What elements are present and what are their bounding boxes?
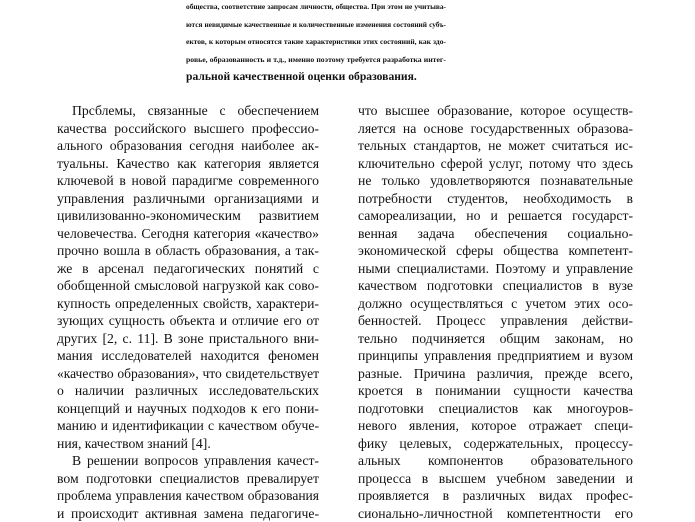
paragraph-line: кроется в понимании сущности качества	[358, 383, 633, 399]
paragraph-line: и происходит активная замена педагогиче-	[57, 505, 319, 521]
paragraph-line: цивилизованно-экономическим развитием	[57, 208, 319, 224]
paragraph-line: управления различными организациями и	[57, 190, 319, 206]
paragraph-line: обобщенной смысловой нагрузкой как сово-	[57, 278, 319, 294]
abstract-block	[186, 0, 446, 86]
paragraph-line: процесса в высшем учебном заведении и	[358, 470, 633, 486]
paragraph-line: что высшее образование, которое осуществ-	[358, 103, 633, 118]
right-column	[358, 102, 633, 522]
paragraph-line: других [2, с. 11]. В зоне пристального вни-	[57, 330, 319, 346]
paragraph-line: тельно подчиняется общим законам, но	[358, 330, 633, 346]
paragraph-line: «качество образования», что свидетельствует	[57, 365, 319, 381]
paragraph-line: проявляется в различных видах профес-	[358, 488, 633, 504]
abstract-line: общества, соответствие запросам личности, общества. При этом не учитыва-	[186, 2, 446, 11]
paragraph-line: принципы управления предприятием и вузом	[358, 348, 633, 364]
paragraph-line: сионально-личностной компетентности его	[358, 505, 633, 521]
paragraph-line: ключевой в новой парадигме современного	[57, 173, 319, 189]
paragraph-line: невого явления, которое отражает специ-	[358, 418, 633, 434]
paragraph-line: манию и идентификации с качеством обуче-	[57, 418, 319, 434]
paragraph-line: качества российского высшего профессио-	[57, 120, 319, 136]
paragraph-line: тельных стандартов, не может считаться ис-	[358, 138, 633, 154]
paragraph-line: ния, качеством знаний [4].	[57, 435, 211, 451]
paragraph-line: человечества. Сегодня категория «качество»	[57, 225, 319, 241]
paragraph-line: самореализации, но и решается государст-	[358, 208, 633, 224]
paragraph-line: ального образования сегодня наиболее ак-	[57, 138, 319, 154]
paragraph-line: Прсблемы, связанные с обеспечением	[72, 103, 319, 118]
paragraph-line: В решении вопросов управления качест-	[72, 453, 319, 469]
paragraph-line: зующих сущность объекта и отличие его от	[57, 313, 319, 329]
paragraph-line: купность определенных свойств, характери-	[57, 295, 319, 311]
paragraph-line: концепций и научных подходов к его пони-	[57, 400, 319, 416]
paragraph-line: ключительно сферой услуг, потому что здесь	[358, 155, 633, 171]
paragraph-line: бенностей. Процесс управления действи-	[358, 313, 633, 329]
paragraph-line: туальны. Качество как категория является	[57, 155, 319, 171]
abstract-line: ральной качественной оценки образования.	[186, 70, 417, 84]
paragraph-line: подготовки специалистов как многоуров-	[358, 400, 633, 416]
left-column	[57, 102, 319, 522]
paragraph-line: качеством подготовки специалистов в вузе	[358, 278, 633, 294]
paragraph-line: должно осуществляться с учетом этих осо-	[358, 295, 633, 311]
paragraph-line: же в арсенал педагогических понятий с	[57, 260, 319, 276]
paragraph-line: фику целевых, содержательных, процессу-	[358, 435, 633, 451]
paragraph-line: не только удовлетворяются познавательные	[358, 173, 633, 189]
paragraph-line: прочно вошла в область образования, а так-	[57, 243, 319, 259]
paragraph-line: экономической сферы общества компетент-	[358, 243, 633, 259]
paragraph-line: мания исследователей находится феномен	[57, 348, 319, 364]
paragraph-line: венная задача обеспечения социально-	[358, 225, 633, 241]
paragraph-line: вом подготовки специалистов превалирует	[57, 470, 319, 486]
paragraph-line: ляется на основе государственных образова-	[358, 120, 633, 136]
paragraph-line: альных компонентов образовательного	[358, 453, 633, 469]
paragraph-line: проблема управления качеством образования	[57, 488, 319, 504]
abstract-line: ектов, к которым относятся такие характеристики этих состояний, как здо-	[186, 37, 446, 47]
paragraph-line: потребности студентов, необходимость в	[358, 190, 633, 206]
abstract-line: ровье, образованность и т.д., именно поэтому требуется разработка интег-	[186, 54, 446, 64]
abstract-line: ются невидимые качественные и количественные изменения состояний субъ-	[186, 19, 446, 29]
paragraph-line: о наличии различных исследовательских	[57, 383, 319, 399]
paragraph-line: ными специалистами. Поэтому и управление	[358, 260, 633, 276]
paragraph-line: разные. Причина различия, прежде всего,	[358, 365, 633, 381]
